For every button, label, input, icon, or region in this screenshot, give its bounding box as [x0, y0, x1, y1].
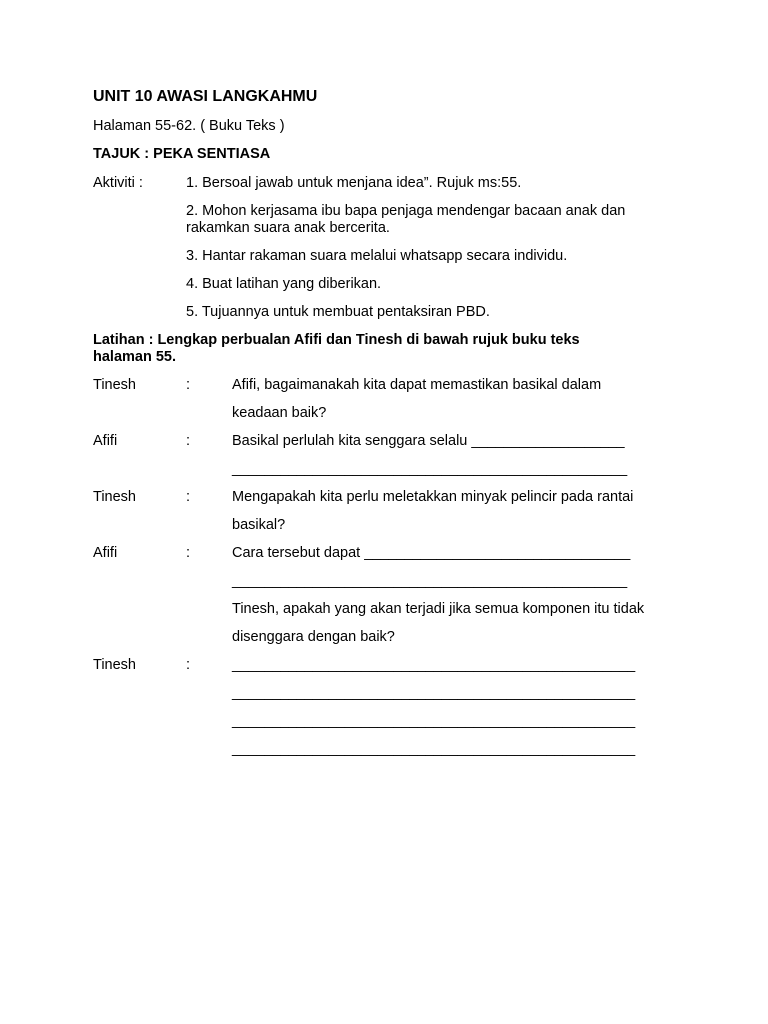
- speaker-colon: :: [186, 657, 191, 673]
- activity-item: 1. Bersoal jawab untuk menjana idea”. Rujuk ms:55.: [186, 175, 522, 191]
- speaker-name: Afifi: [93, 433, 118, 449]
- dialogue-line-with-blank: Basikal perlulah kita senggara selalu ___________________: [232, 433, 625, 449]
- dialogue-line: Mengapakah kita perlu meletakkan minyak pelincir pada rantai: [232, 489, 634, 505]
- textbook-pages: Halaman 55-62. ( Buku Teks ): [93, 118, 285, 134]
- dialogue-line: disenggara dengan baik?: [232, 629, 395, 645]
- speaker-colon: :: [186, 433, 191, 449]
- dialogue-line: Afifi, bagaimanakah kita dapat memastikan basikal dalam: [232, 377, 602, 393]
- dialogue-line: Tinesh, apakah yang akan terjadi jika semua komponen itu tidak: [232, 601, 645, 617]
- exercise-instruction: Latihan : Lengkap perbualan Afifi dan Tinesh di bawah rujuk buku teks: [93, 332, 580, 348]
- answer-blank-line: __________________________________________________: [232, 657, 636, 673]
- activity-item: 3. Hantar rakaman suara melalui whatsapp secara individu.: [186, 248, 568, 264]
- speaker-colon: :: [186, 545, 191, 561]
- activity-item-continuation: rakamkan suara anak bercerita.: [186, 220, 390, 236]
- answer-blank-line: _________________________________________________: [232, 573, 628, 589]
- dialogue-line: keadaan baik?: [232, 405, 327, 421]
- activity-label: Aktiviti :: [93, 175, 143, 191]
- speaker-colon: :: [186, 489, 191, 505]
- answer-blank-line: __________________________________________________: [232, 685, 636, 701]
- answer-blank-line: __________________________________________________: [232, 741, 636, 757]
- speaker-colon: :: [186, 377, 191, 393]
- activity-item: 5. Tujuannya untuk membuat pentaksiran PBD.: [186, 304, 490, 320]
- speaker-name: Tinesh: [93, 657, 136, 673]
- activity-item: 2. Mohon kerjasama ibu bapa penjaga mendengar bacaan anak dan: [186, 203, 626, 219]
- speaker-name: Afifi: [93, 545, 118, 561]
- answer-blank-line: _________________________________________________: [232, 461, 628, 477]
- speaker-name: Tinesh: [93, 489, 136, 505]
- speaker-name: Tinesh: [93, 377, 136, 393]
- answer-blank-line: __________________________________________________: [232, 713, 636, 729]
- topic-heading: TAJUK : PEKA SENTIASA: [93, 146, 271, 162]
- activity-item: 4. Buat latihan yang diberikan.: [186, 276, 382, 292]
- dialogue-line: basikal?: [232, 517, 286, 533]
- unit-title: UNIT 10 AWASI LANGKAHMU: [93, 88, 318, 105]
- exercise-instruction-continuation: halaman 55.: [93, 349, 177, 365]
- dialogue-line-with-blank: Cara tersebut dapat _________________________________: [232, 545, 631, 561]
